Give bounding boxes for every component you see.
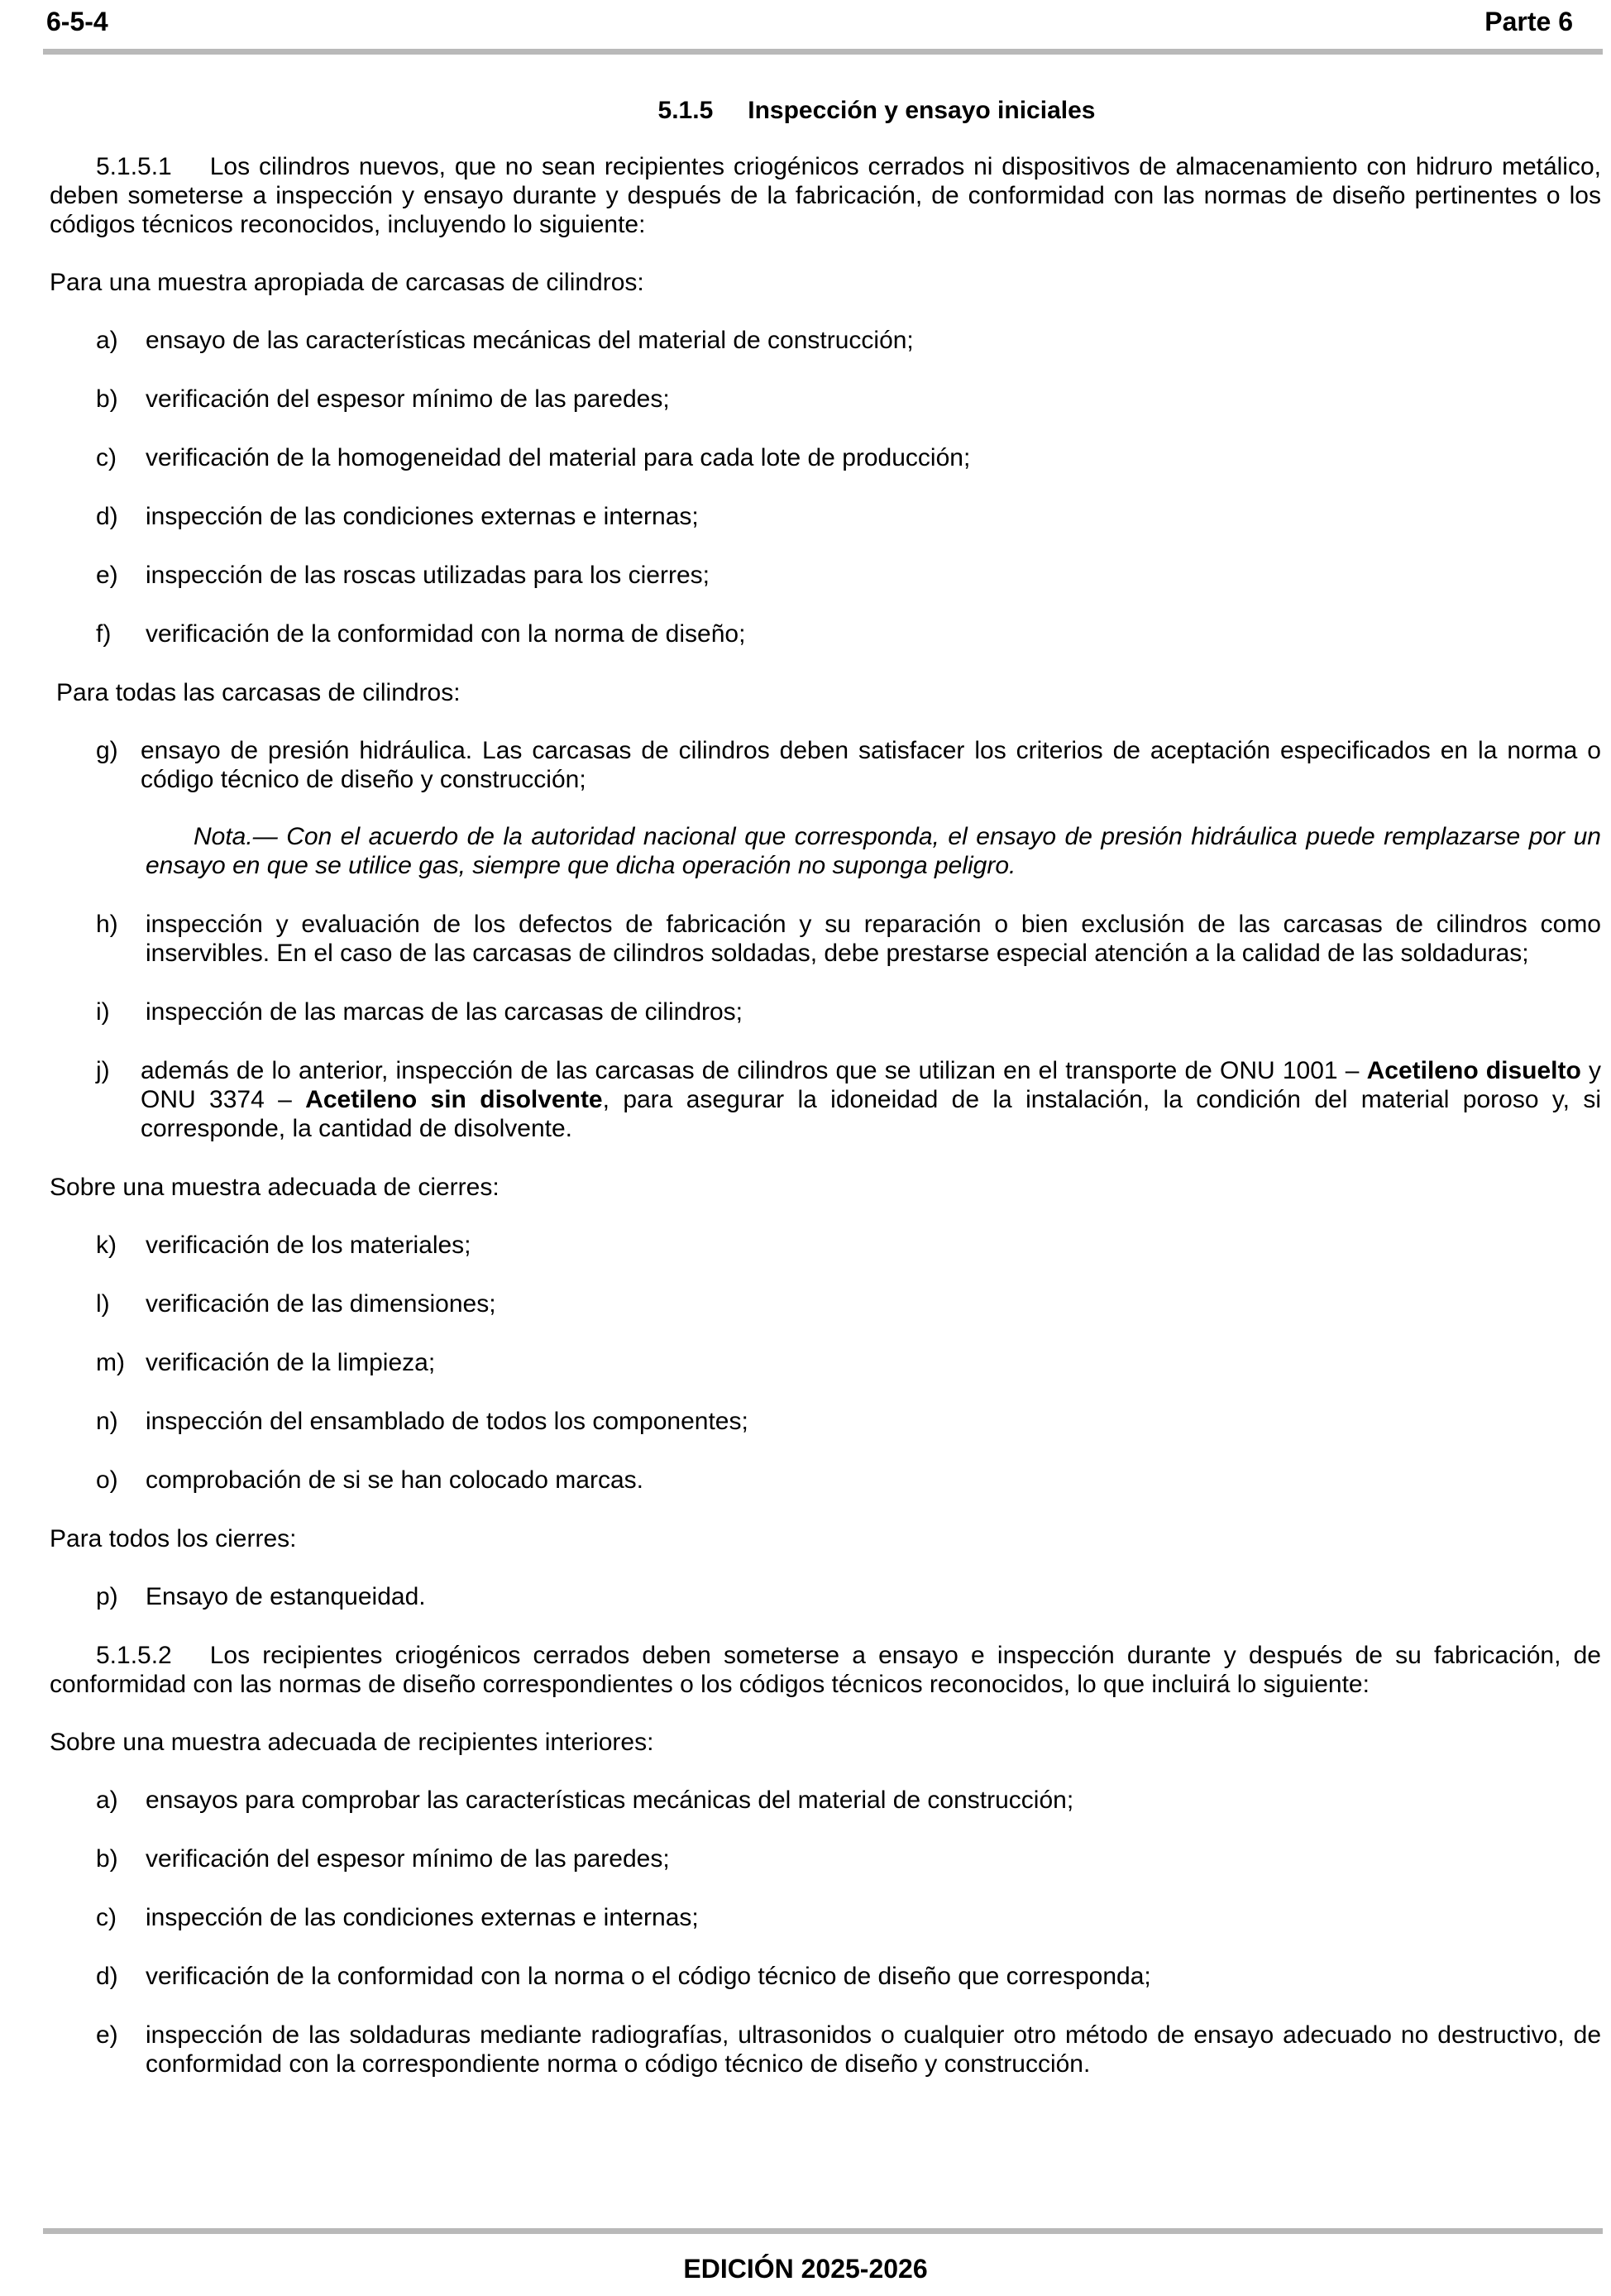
- list-marker: o): [96, 1466, 118, 1494]
- list-item: [50, 1844, 1601, 1873]
- list-marker: p): [96, 1583, 118, 1610]
- paragraph-number: 5.1.5.2: [96, 1642, 172, 1669]
- list-marker: d): [96, 1963, 118, 1990]
- list-item-text: Ensayo de estanqueidad.: [146, 1583, 426, 1610]
- list-item: [50, 1582, 1601, 1611]
- header-rule: [43, 49, 1603, 55]
- list-item: [50, 997, 1601, 1026]
- list-marker: i): [96, 998, 110, 1026]
- list-item-text: ensayos para comprobar las características mecánicas del material de construcción;: [146, 1787, 1074, 1814]
- list-marker: n): [96, 1408, 118, 1435]
- text-run: , para asegurar la idoneidad de la instalación, la condición del material poroso y, si corresponde, la cantidad de disolvente.: [141, 1086, 1602, 1142]
- paragraph-number: 5.1.5.1: [96, 153, 172, 180]
- paragraph-text: Los cilindros nuevos, que no sean recipientes criogénicos cerrados ni dispositivos de almacenamiento con hidruro metálico, deben someterse a inspección y ensayo durante y después de la fabricación, de conformidad con las normas de diseño pertinentes o los códigos técnicos reconocidos, incluyendo lo siguiente:: [50, 153, 1601, 238]
- note-text: Nota.— Con el acuerdo de la autoridad nacional que corresponda, el ensayo de presión hidráulica puede remplazarse por un ensayo en que se utilice gas, siempre que dicha operación no suponga peligro.: [146, 823, 1601, 879]
- list-item-text: inspección del ensamblado de todos los componentes;: [146, 1408, 748, 1435]
- section-number: 5.1.5: [657, 97, 714, 124]
- list-marker: a): [96, 327, 118, 354]
- list-item-text: comprobación de si se han colocado marcas.: [146, 1466, 643, 1494]
- section-heading: [152, 96, 1601, 125]
- lead-text: Sobre una muestra adecuada de cierres:: [50, 1174, 500, 1201]
- list-item-text: inspección de las condiciones externas e internas;: [146, 1904, 699, 1931]
- list-item-text: inspección y evaluación de los defectos de fabricación y su reparación o bien exclusión de las carcasas de cilindros como inservibles. En el caso de las carcasas de cilindros soldadas, debe prestarse especial atención a la calidad de las soldaduras;: [146, 911, 1601, 967]
- list-item: [50, 1407, 1601, 1436]
- list-item-text: verificación de los materiales;: [146, 1232, 471, 1259]
- lead-text: Sobre una muestra adecuada de recipientes interiores:: [50, 1729, 654, 1756]
- list-item: [50, 1348, 1601, 1377]
- footer-rule: [43, 2228, 1603, 2234]
- edition-footer: EDICIÓN 2025-2026: [683, 2254, 928, 2284]
- list-item: [50, 910, 1601, 968]
- list-item-text: verificación de las dimensiones;: [146, 1290, 496, 1318]
- list-marker: h): [96, 911, 118, 938]
- list-marker: b): [96, 1845, 118, 1873]
- paragraph-5-1-5-2: [50, 1641, 1601, 1699]
- list-item: [50, 502, 1601, 531]
- list-item-text: inspección de las soldaduras mediante radiografías, ultrasonidos o cualquier otro método de ensayo adecuado no destructivo, de conformidad con la correspondiente norma o código técnico de diseño y construcción.: [146, 2021, 1601, 2078]
- list-item: [50, 1903, 1601, 1932]
- list-item: [50, 619, 1601, 648]
- list-marker: b): [96, 385, 118, 413]
- text-run: además de lo anterior, inspección de las carcasas de cilindros que se utilizan en el transporte de ONU 1001 –: [141, 1057, 1367, 1084]
- list-marker: f): [96, 620, 112, 648]
- list-item-text: inspección de las condiciones externas e internas;: [146, 503, 699, 530]
- list-item: [50, 1231, 1601, 1260]
- list-item: [50, 443, 1601, 472]
- list-item-text: verificación de la limpieza;: [146, 1349, 436, 1376]
- list-item-text: inspección de las marcas de las carcasas de cilindros;: [146, 998, 743, 1026]
- list-marker: a): [96, 1787, 118, 1814]
- list-item-text: verificación del espesor mínimo de las paredes;: [146, 1845, 670, 1873]
- section-title: Inspección y ensayo iniciales: [748, 97, 1096, 124]
- list-item: [50, 1056, 1601, 1143]
- part-label: Parte 6: [1484, 7, 1573, 36]
- page-content: [50, 96, 1601, 2108]
- list-marker: d): [96, 503, 118, 530]
- paragraph-text: Los recipientes criogénicos cerrados deben someterse a ensayo e inspección durante y después de su fabricación, de conformidad con las normas de diseño correspondientes o los códigos técnicos reconocidos, lo que incluirá lo siguiente:: [50, 1642, 1601, 1698]
- list-marker: j): [96, 1057, 110, 1084]
- bold-substance-name: Acetileno disuelto: [1366, 1057, 1581, 1084]
- page-number: 6-5-4: [46, 7, 108, 36]
- list-item: [50, 561, 1601, 590]
- list-item: [50, 1289, 1601, 1318]
- list-item-text: ensayo de las características mecánicas del material de construcción;: [146, 327, 914, 354]
- list-item: [50, 1786, 1601, 1815]
- list-marker: l): [96, 1290, 110, 1318]
- list-item-text: verificación de la conformidad con la norma de diseño;: [146, 620, 746, 648]
- list-marker: e): [96, 2021, 118, 2049]
- list-marker: c): [96, 444, 117, 471]
- list-marker: m): [96, 1349, 125, 1376]
- list-marker: g): [96, 737, 118, 764]
- bold-substance-name: Acetileno sin disolvente: [305, 1086, 603, 1113]
- lead-text: Para una muestra apropiada de carcasas de cilindros:: [50, 269, 644, 296]
- list-item-text: ensayo de presión hidráulica. Las carcasas de cilindros deben satisfacer los criterios de aceptación especificados en la norma o código técnico de diseño y construcción;: [141, 737, 1601, 793]
- list-item: [50, 326, 1601, 355]
- lead-text: Para todos los cierres:: [50, 1525, 297, 1552]
- list-item: [50, 1962, 1601, 1991]
- list-item-text: inspección de las roscas utilizadas para los cierres;: [146, 562, 710, 589]
- list-marker: c): [96, 1904, 117, 1931]
- list-marker: e): [96, 562, 118, 589]
- text-run: y ONU 3374 –: [141, 1057, 1602, 1113]
- list-item: [50, 2021, 1601, 2078]
- paragraph-5-1-5-1: [50, 152, 1601, 239]
- list-item: [50, 385, 1601, 414]
- list-item: [50, 1466, 1601, 1495]
- list-item-text: verificación de la homogeneidad del material para cada lote de producción;: [146, 444, 971, 471]
- list-item-text: verificación de la conformidad con la norma o el código técnico de diseño que corresponda;: [146, 1963, 1151, 1990]
- list-item-text: verificación del espesor mínimo de las paredes;: [146, 385, 670, 413]
- list-marker: k): [96, 1232, 117, 1259]
- list-item: [50, 736, 1601, 794]
- list-item-text: [141, 1057, 1601, 1142]
- lead-text: Para todas las carcasas de cilindros:: [56, 679, 461, 706]
